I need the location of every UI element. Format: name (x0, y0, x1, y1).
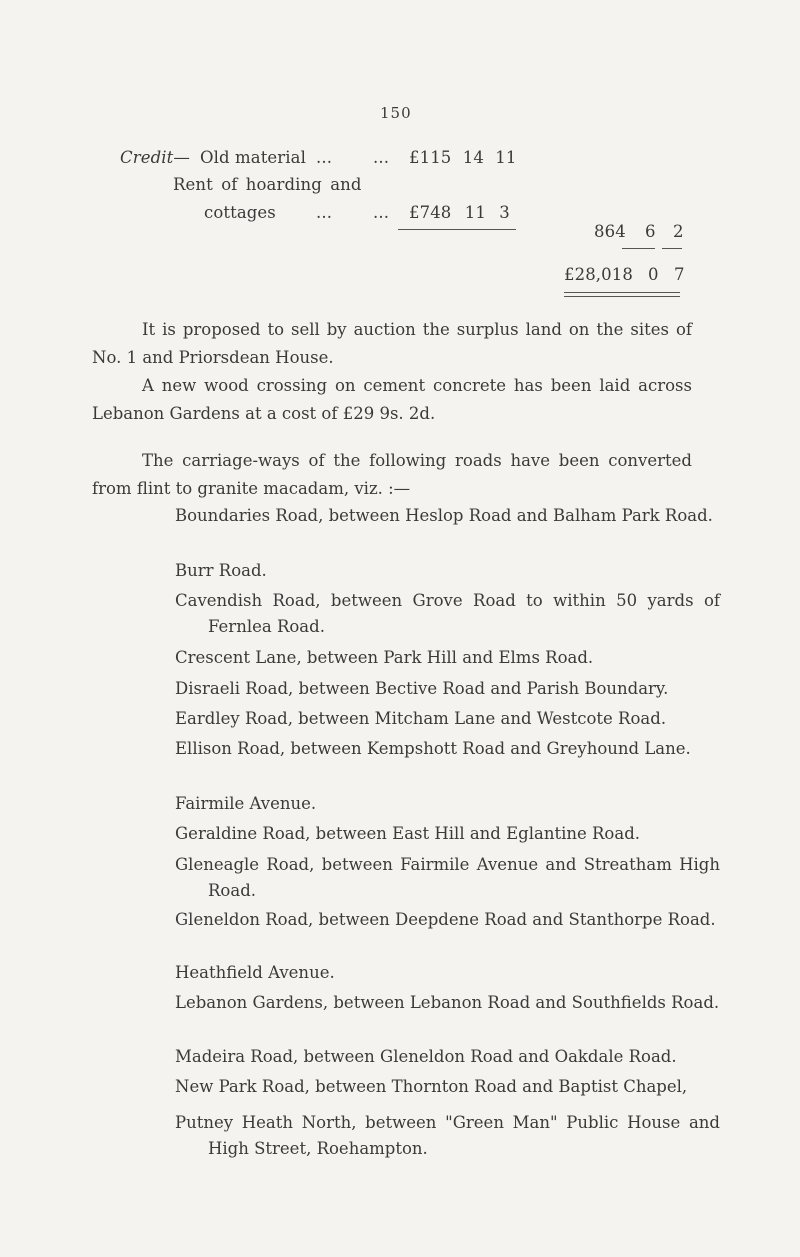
subtotal-rule-2 (662, 248, 682, 249)
old-material-dots-1: ... (316, 148, 333, 167)
road-item: Fairmile Avenue. (175, 794, 317, 813)
paragraph-wood-crossing: A new wood crossing on cement concrete has been laid across Lebanon Gardens at a cost of £29 9s. 2d. (92, 376, 692, 423)
credit-dash: — (173, 148, 190, 167)
road-item: Gleneagle Road, between Fairmile Avenue and Streatham High Road. (175, 855, 720, 900)
road-item: Geraldine Road, between East Hill and Eglantine Road. (175, 824, 641, 843)
cottages-amount: £748 11 3 (409, 203, 510, 222)
grand-total-shillings: 0 (648, 265, 659, 284)
rent-line-1: Rent of hoarding and (173, 175, 362, 194)
road-item: Burr Road. (175, 561, 267, 580)
old-material-amount: £115 14 11 (409, 148, 517, 167)
grand-total-rule-2 (564, 296, 680, 297)
old-material-label: Old material (200, 148, 306, 167)
road-item: Gleneldon Road, between Deepdene Road and Stanthorpe Road. (175, 910, 716, 929)
paragraph-carriage-ways: The carriage-ways of the following roads have been converted from flint to granite macadam, viz. :— (92, 451, 692, 498)
cottages-dots-2: ... (373, 203, 390, 222)
road-item: Madeira Road, between Gleneldon Road and Oakdale Road. (175, 1047, 677, 1066)
subtotal-pence: 2 (673, 222, 684, 241)
road-item: Cavendish Road, between Grove Road to within 50 yards of Fernlea Road. (175, 591, 720, 636)
page-number: 150 (380, 104, 412, 122)
grand-total-rule-1 (564, 292, 680, 293)
credit-label-text: Credit (120, 148, 174, 167)
cottages-label: cottages (204, 203, 276, 222)
grand-total-pence: 7 (674, 265, 685, 284)
subtotal-rule-1 (622, 248, 655, 249)
road-item: Putney Heath North, between "Green Man" Public House and High Street, Roehampton. (175, 1113, 720, 1158)
road-item: Disraeli Road, between Bective Road and Parish Boundary. (175, 679, 669, 698)
subtotal-pounds: 864 (594, 222, 626, 241)
paragraph-auction: It is proposed to sell by auction the surplus land on the sites of No. 1 and Priorsdean House. (92, 320, 692, 367)
road-item: Heathfield Avenue. (175, 963, 335, 982)
road-item: Crescent Lane, between Park Hill and Elms Road. (175, 648, 594, 667)
road-item: New Park Road, between Thornton Road and Baptist Chapel, (175, 1077, 688, 1096)
credit-rule (398, 229, 516, 230)
subtotal-shillings: 6 (645, 222, 656, 241)
cottages-dots-1: ... (316, 203, 333, 222)
road-item: Ellison Road, between Kempshott Road and Greyhound Lane. (175, 739, 691, 758)
old-material-dots-2: ... (373, 148, 390, 167)
credit-label (120, 148, 190, 167)
road-item: Lebanon Gardens, between Lebanon Road and Southfields Road. (175, 993, 720, 1012)
road-item: Eardley Road, between Mitcham Lane and Westcote Road. (175, 709, 667, 728)
road-item: Boundaries Road, between Heslop Road and Balham Park Road. (175, 506, 713, 525)
grand-total-pounds: £28,018 (564, 265, 633, 284)
